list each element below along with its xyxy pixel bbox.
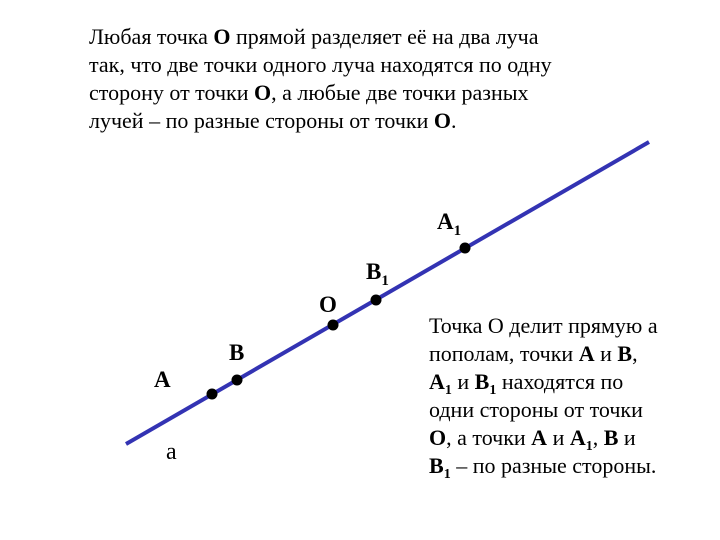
point-o-ref: О xyxy=(433,108,452,133)
point-o-ref: О xyxy=(253,80,272,105)
point-label-b1 xyxy=(366,259,389,289)
point-label-a xyxy=(154,368,171,391)
note-line-1 xyxy=(429,312,714,340)
point-a-ref: А xyxy=(531,425,548,450)
text-segment: пополам, точки xyxy=(429,341,579,366)
point-dot-b xyxy=(232,375,243,386)
text-segment: находятся по xyxy=(496,369,624,394)
text-segment: Любая точка xyxy=(89,24,214,49)
point-letter: А xyxy=(569,425,586,450)
text-segment: так, что две точки одного луча находятся по одну xyxy=(89,52,552,77)
point-letter: А xyxy=(429,369,445,394)
note-line-2 xyxy=(429,340,714,368)
text-segment: – по разные стороны. xyxy=(450,453,657,478)
point-letter: В xyxy=(429,453,444,478)
text-segment: и xyxy=(594,341,618,366)
point-letter: В xyxy=(366,259,382,284)
point-letter: В xyxy=(474,369,490,394)
point-b1-ref xyxy=(474,369,497,398)
point-b-ref: В xyxy=(617,341,633,366)
line-label: а xyxy=(166,439,177,465)
text-segment: и xyxy=(547,425,570,450)
text-segment: , xyxy=(632,341,638,366)
text-segment: и xyxy=(618,425,636,450)
point-dot-a xyxy=(207,389,218,400)
note-paragraph xyxy=(429,312,714,480)
text-segment: , а любые две точки разных xyxy=(271,80,529,105)
point-dot-a1 xyxy=(460,243,471,254)
point-letter: А xyxy=(154,367,171,392)
text-segment: . xyxy=(451,108,457,133)
note-line-5 xyxy=(429,424,714,452)
point-o-ref: О xyxy=(213,24,231,49)
text-segment: прямой разделяет её на два луча xyxy=(230,24,539,49)
point-a-ref: А xyxy=(578,341,595,366)
point-dot-b1 xyxy=(371,295,382,306)
point-a1-ref xyxy=(429,369,452,398)
text-segment: одни стороны от точки xyxy=(429,397,643,422)
text-segment: Точка О делит прямую а xyxy=(429,313,658,338)
note-line-4 xyxy=(429,396,714,424)
point-a1-ref xyxy=(569,425,593,454)
point-b-ref: В xyxy=(603,425,619,450)
point-subscript: 1 xyxy=(489,383,497,398)
point-b1-ref xyxy=(429,453,451,482)
point-subscript: 1 xyxy=(453,223,462,239)
point-label-b xyxy=(229,341,244,364)
note-line-3 xyxy=(429,368,714,396)
text-segment: лучей – по разные стороны от точки xyxy=(89,108,434,133)
note-line-6 xyxy=(429,452,714,480)
point-subscript: 1 xyxy=(381,273,389,289)
point-dot-o xyxy=(328,320,339,331)
text-segment: и xyxy=(451,369,475,394)
point-label-a1 xyxy=(437,209,462,239)
point-subscript: 1 xyxy=(443,467,451,482)
point-o-ref: О xyxy=(429,425,447,450)
point-letter: А xyxy=(437,209,454,234)
point-letter: О xyxy=(319,292,337,317)
text-segment: , а точки xyxy=(446,425,532,450)
point-label-o xyxy=(319,293,337,316)
text-segment: , xyxy=(592,425,604,450)
point-subscript: 1 xyxy=(444,383,452,398)
point-letter: В xyxy=(229,340,245,365)
text-segment: сторону от точки xyxy=(89,80,254,105)
point-subscript: 1 xyxy=(585,439,593,454)
